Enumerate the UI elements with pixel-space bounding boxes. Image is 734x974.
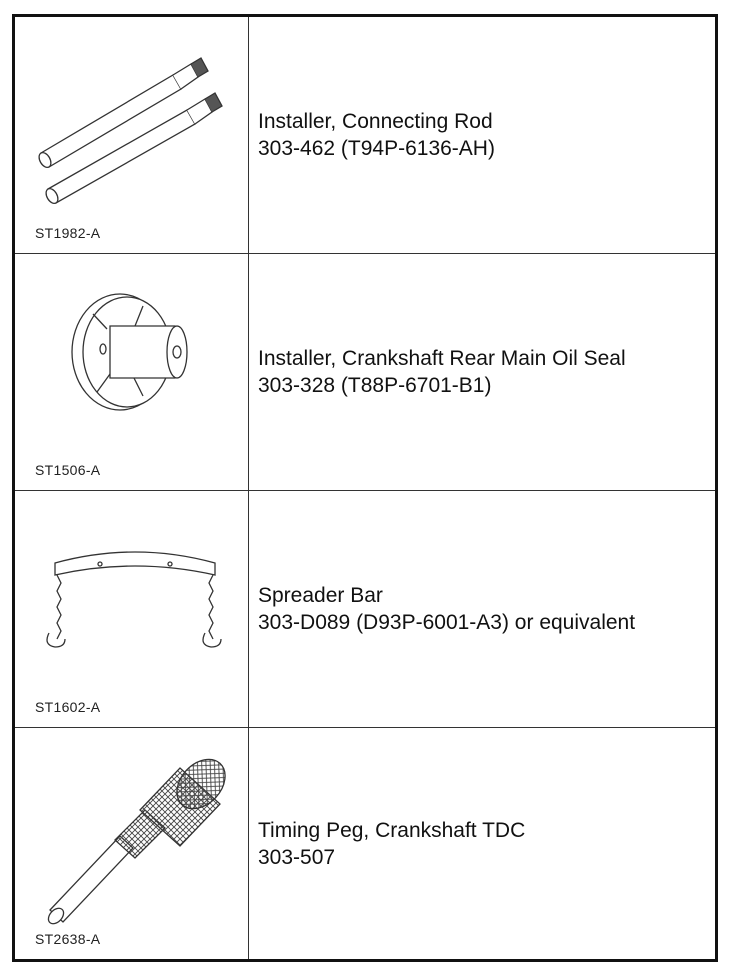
timing-peg-icon bbox=[15, 728, 249, 959]
tool-name: Installer, Connecting Rod bbox=[258, 110, 493, 133]
tool-part-number: 303-507 bbox=[258, 845, 336, 869]
tool-illustration-cell bbox=[15, 491, 249, 727]
tool-code: ST2638-A bbox=[35, 931, 101, 947]
tool-description bbox=[258, 728, 715, 959]
tool-row bbox=[15, 17, 715, 254]
tool-name: Installer, Crankshaft Rear Main Oil Seal bbox=[258, 347, 626, 370]
tool-row bbox=[15, 254, 715, 491]
tool-name: Spreader Bar bbox=[258, 584, 383, 607]
tool-illustration-cell bbox=[15, 17, 249, 253]
tool-code: ST1982-A bbox=[35, 225, 101, 241]
tool-row bbox=[15, 728, 715, 959]
connecting-rod-installer-icon bbox=[15, 17, 249, 254]
tool-description bbox=[258, 491, 715, 727]
tool-illustration-cell bbox=[15, 728, 249, 959]
tool-code: ST1506-A bbox=[35, 462, 101, 478]
tool-description bbox=[258, 254, 715, 490]
spreader-bar-icon bbox=[15, 491, 249, 728]
tool-description bbox=[258, 17, 715, 253]
tool-row bbox=[15, 491, 715, 728]
tool-illustration-cell bbox=[15, 254, 249, 490]
tool-name: Timing Peg, Crankshaft TDC bbox=[258, 818, 526, 842]
tool-part-number: 303-D089 (D93P-6001-A3) or equivalent bbox=[258, 611, 636, 634]
tool-code: ST1602-A bbox=[35, 699, 101, 715]
tool-part-number: 303-462 (T94P-6136-AH) bbox=[258, 137, 495, 160]
special-tools-table bbox=[12, 14, 718, 962]
tool-part-number: 303-328 (T88P-6701-B1) bbox=[258, 374, 492, 397]
rear-main-oil-seal-installer-icon bbox=[15, 254, 249, 491]
